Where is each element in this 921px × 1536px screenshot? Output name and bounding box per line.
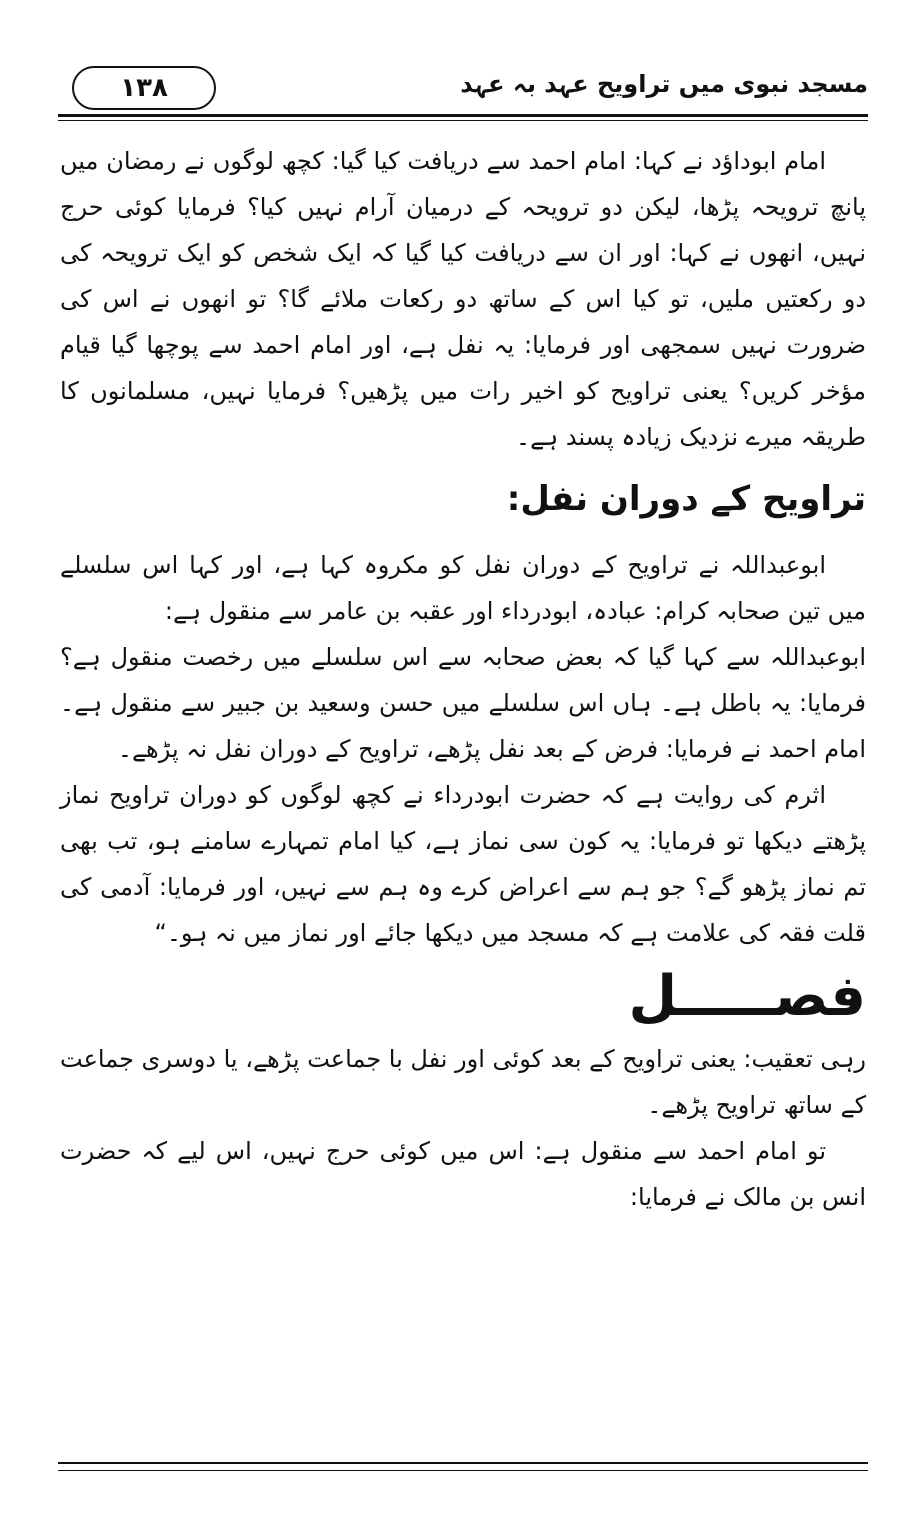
- section-heading-nafl: تراویح کے دوران نفل:: [506, 479, 866, 519]
- paragraph-abu-abdullah: ابوعبداللہ نے تراویح کے دوران نفل کو مکروہ کہا ہے، اور کہا اس سلسلے میں تین صحابہ کرام: عبادہ، ابودرداء اور عقبہ بن عامر سے منقول ہے:: [60, 551, 866, 625]
- header-rule-thin: [58, 120, 868, 121]
- footer-rule: [58, 1462, 868, 1464]
- book-title: مسجد نبوی میں تراویح عہد بہ عہد: [460, 70, 868, 98]
- paragraph-athram: اثرم کی روایت ہے کہ حضرت ابودرداء نے کچھ لوگوں کو دوران تراویح نماز پڑھتے دیکھا تو فرمایا: یہ کون سی نماز ہے، کیا امام تمہارے سامنے ہو، تب بھی تم نماز پڑھو گے؟ جو ہم سے اعراض کرے وہ ہم سے نہیں، اور فرمایا: آدمی کی قلت فقہ کی علامت ہے کہ مسجد میں دیکھا جائے اور نماز میں نہ ہو۔“: [60, 781, 866, 947]
- footer-rule-thin: [58, 1470, 868, 1471]
- paragraph-taqeeb: رہی تعقیب: یعنی تراویح کے بعد کوئی اور نفل با جماعت پڑھے، یا دوسری جماعت کے ساتھ تراویح پڑھے۔: [60, 1045, 866, 1119]
- paragraph-imam-ahmad: تو امام احمد سے منقول ہے: اس میں کوئی حرج نہیں، اس لیے کہ حضرت انس بن مالک نے فرمایا:: [60, 1137, 866, 1211]
- paragraph-rukhsat: ابوعبداللہ سے کہا گیا کہ بعض صحابہ سے اس سلسلے میں رخصت منقول ہے؟ فرمایا: یہ باطل ہے۔ ہاں اس سلسلے میں حسن وسعید بن جبیر سے منقول ہے۔ امام احمد نے فرمایا: فرض کے بعد نفل پڑھے، تراویح کے دوران نفل نہ پڑھے۔: [60, 643, 866, 763]
- header-rule: [58, 114, 868, 117]
- page-number: ۱۳۸: [72, 66, 216, 110]
- paragraph-imam-abu-dawud: امام ابوداؤد نے کہا: امام احمد سے دریافت کیا گیا: کچھ لوگوں نے رمضان میں پانچ ترویحہ پڑھا، لیکن دو ترویحہ کے درمیان آرام نہیں کیا؟ فرمایا کوئی حرج نہیں، انھوں نے کہا: اور ان سے دریافت کیا گیا کہ ایک شخص کو ایک ترویحہ کی دو رکعتیں ملیں، تو کیا اس کے ساتھ دو رکعات ملائے گا؟ تو انھوں نے اس کی ضرورت نہیں سمجھی اور فرمایا: یہ نفل ہے، اور امام احمد سے پوچھا گیا قیام مؤخر کریں؟ یعنی تراویح کو اخیر رات میں پڑھیں؟ فرمایا نہیں، مسلمانوں کا طریقہ میرے نزدیک زیادہ پسند ہے۔: [60, 147, 866, 451]
- running-header: [58, 60, 868, 110]
- section-heading-fasl: فصـــــل: [628, 964, 866, 1029]
- page-body: [60, 138, 866, 1220]
